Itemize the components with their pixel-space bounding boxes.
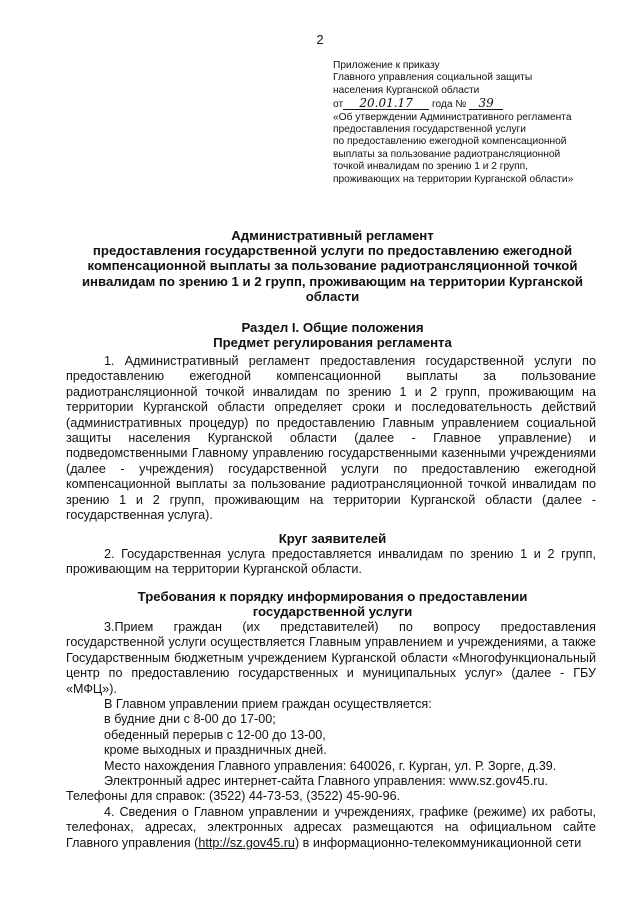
title-line: Административный регламент — [231, 228, 434, 243]
section-heading — [80, 320, 585, 350]
appendix-about-line: точкой инвалидам по зрению 1 и 2 групп, — [333, 161, 528, 173]
paragraph-4 — [66, 805, 596, 851]
schedule-weekdays: в будние дни с 8-00 до 17-00; — [104, 712, 276, 727]
section-subtitle: Предмет регулирования регламента — [213, 335, 452, 351]
page-number: 2 — [316, 32, 324, 47]
applicants-heading — [80, 531, 585, 546]
paragraph-text: 1. Административный регламент предоставления государственной услуги по предоставлению ежегодной компенсационной выплаты за пользование радиотрансляционной точкой инвалидам по зрению 1 и 2 групп, проживающим на территории Курганской области определяет сроки и последовательность действий (административных процедур) по предоставлению Главным управлением социальной защиты населения Курганской области (далее - Главное управление) и подведомственными Главному управлению государственными казенными учреждениями (далее - учреждения) государственной услуги по предоставлению ежегодной компенсационной выплаты за пользование радиотрансляционной точкой инвалидам по зрению 1 и 2 групп, проживающим на территории Курганской области (далее - государственная услуга). — [66, 354, 596, 523]
website-text: Электронный адрес интернет-сайта Главного управления: www.sz.gov45.ru. — [104, 774, 548, 789]
paragraph-3 — [66, 620, 596, 697]
paragraph-1 — [66, 354, 596, 523]
paragraph-text: 2. Государственная услуга предоставляется инвалидам по зрению 1 и 2 групп, проживающим на территории Курганской области. — [66, 547, 596, 577]
schedule-block — [66, 697, 596, 805]
handwritten-date: 20.01.17 — [343, 97, 429, 110]
informing-heading — [80, 589, 585, 619]
p4-start: 4. Сведения о Главном управлении и учреждениях, графике (режиме) их работы, телефонах, адресах, электронных адресах размещаются на официальном сайте Главного управления ( — [66, 805, 596, 850]
paragraph-text — [66, 805, 596, 851]
appendix-line: населения Курганской области — [333, 84, 480, 96]
year-label: года — [431, 99, 453, 111]
appendix-about-line: выплаты за пользование радиотрансляционной — [333, 148, 561, 160]
appendix-about-line: по предоставлению ежегодной компенсационной — [333, 136, 567, 148]
phones-text: Телефоны для справок: (3522) 44-73-53, (3522) 45-90-96. — [66, 789, 401, 804]
site-link[interactable]: http://sz.gov45.ru — [198, 835, 295, 850]
appendix-line: Главного управления социальной защиты — [333, 72, 533, 84]
location-text: Место нахождения Главного управления: 640026, г. Курган, ул. Р. Зорге, д.39. — [104, 758, 557, 773]
appendix-about-line: «Об утверждении Административного регламента — [333, 111, 572, 123]
appendix-about-line: проживающих на территории Курганской области» — [333, 173, 574, 185]
appendix-about-line: предоставления государственной услуги — [333, 124, 526, 136]
from-prefix: от — [333, 99, 344, 111]
paragraph-2 — [66, 547, 596, 578]
handwritten-number: 39 — [469, 97, 503, 110]
schedule-intro: В Главном управлении прием граждан осуществляется: — [104, 697, 432, 711]
p4-end: ) в информационно-телекоммуникационной сети — [294, 835, 582, 850]
appendix-block — [333, 60, 623, 186]
informing-title: Требования к порядку информирования о предоставлении государственной услуги — [137, 589, 528, 620]
paragraph-text: 3.Прием граждан (их представителей) по вопросу предоставления государственной услуги осуществляется Главным управлением и учреждениями, а также Государственным бюджетным учреждением Курганской области «Многофункциональный центр по предоставлению государственных и муниципальных услуг» (далее - ГБУ «МФЦ»). — [66, 620, 596, 696]
section-title: Раздел I. Общие положения — [241, 320, 424, 335]
appendix-line: Приложение к приказу — [333, 60, 440, 71]
schedule-except: кроме выходных и праздничных дней. — [104, 743, 327, 758]
order-date-number-line — [333, 97, 623, 111]
document-title — [80, 228, 585, 304]
title-subtitle: предоставления государственной услуги по предоставлению ежегодной компенсационной выплаты за пользование радиотрансляционной точкой инвалидам по зрению 1 и 2 групп, проживающим на территории Курганской области — [81, 243, 584, 304]
applicants-title: Круг заявителей — [278, 531, 387, 546]
number-sign: № — [455, 99, 467, 111]
schedule-lunch: обеденный перерыв с 12-00 до 13-00, — [104, 727, 326, 742]
